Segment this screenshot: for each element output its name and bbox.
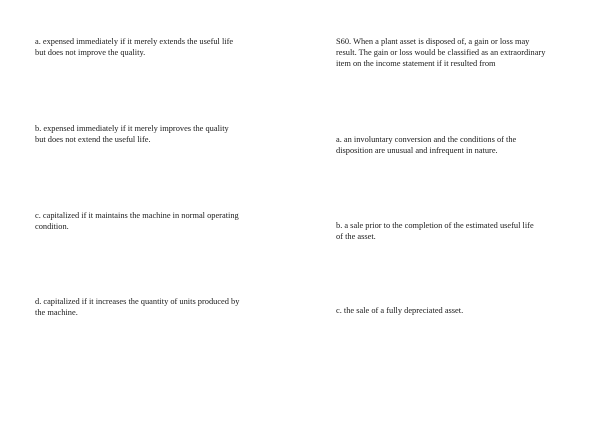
left-option-b: b. expensed immediately if it merely improves the quality but does not extend the useful life.	[35, 124, 229, 144]
left-option-c: c. capitalized if it maintains the machine in normal operating condition.	[35, 211, 239, 231]
question-s60: S60. When a plant asset is disposed of, a gain or loss may result. The gain or loss would be classified as an extraordinary item on the income statement if it resulted from	[336, 37, 546, 68]
right-option-a: a. an involuntary conversion and the conditions of the disposition are unusual and infrequent in nature.	[336, 135, 517, 155]
left-option-d: d. capitalized if it increases the quantity of units produced by the machine.	[35, 297, 240, 317]
left-option-a: a. expensed immediately if it merely extends the useful life but does not improve the quality.	[35, 37, 234, 57]
right-option-b: b. a sale prior to the completion of the estimated useful life of the asset.	[336, 221, 534, 241]
right-option-c: c. the sale of a fully depreciated asset.	[336, 306, 464, 315]
